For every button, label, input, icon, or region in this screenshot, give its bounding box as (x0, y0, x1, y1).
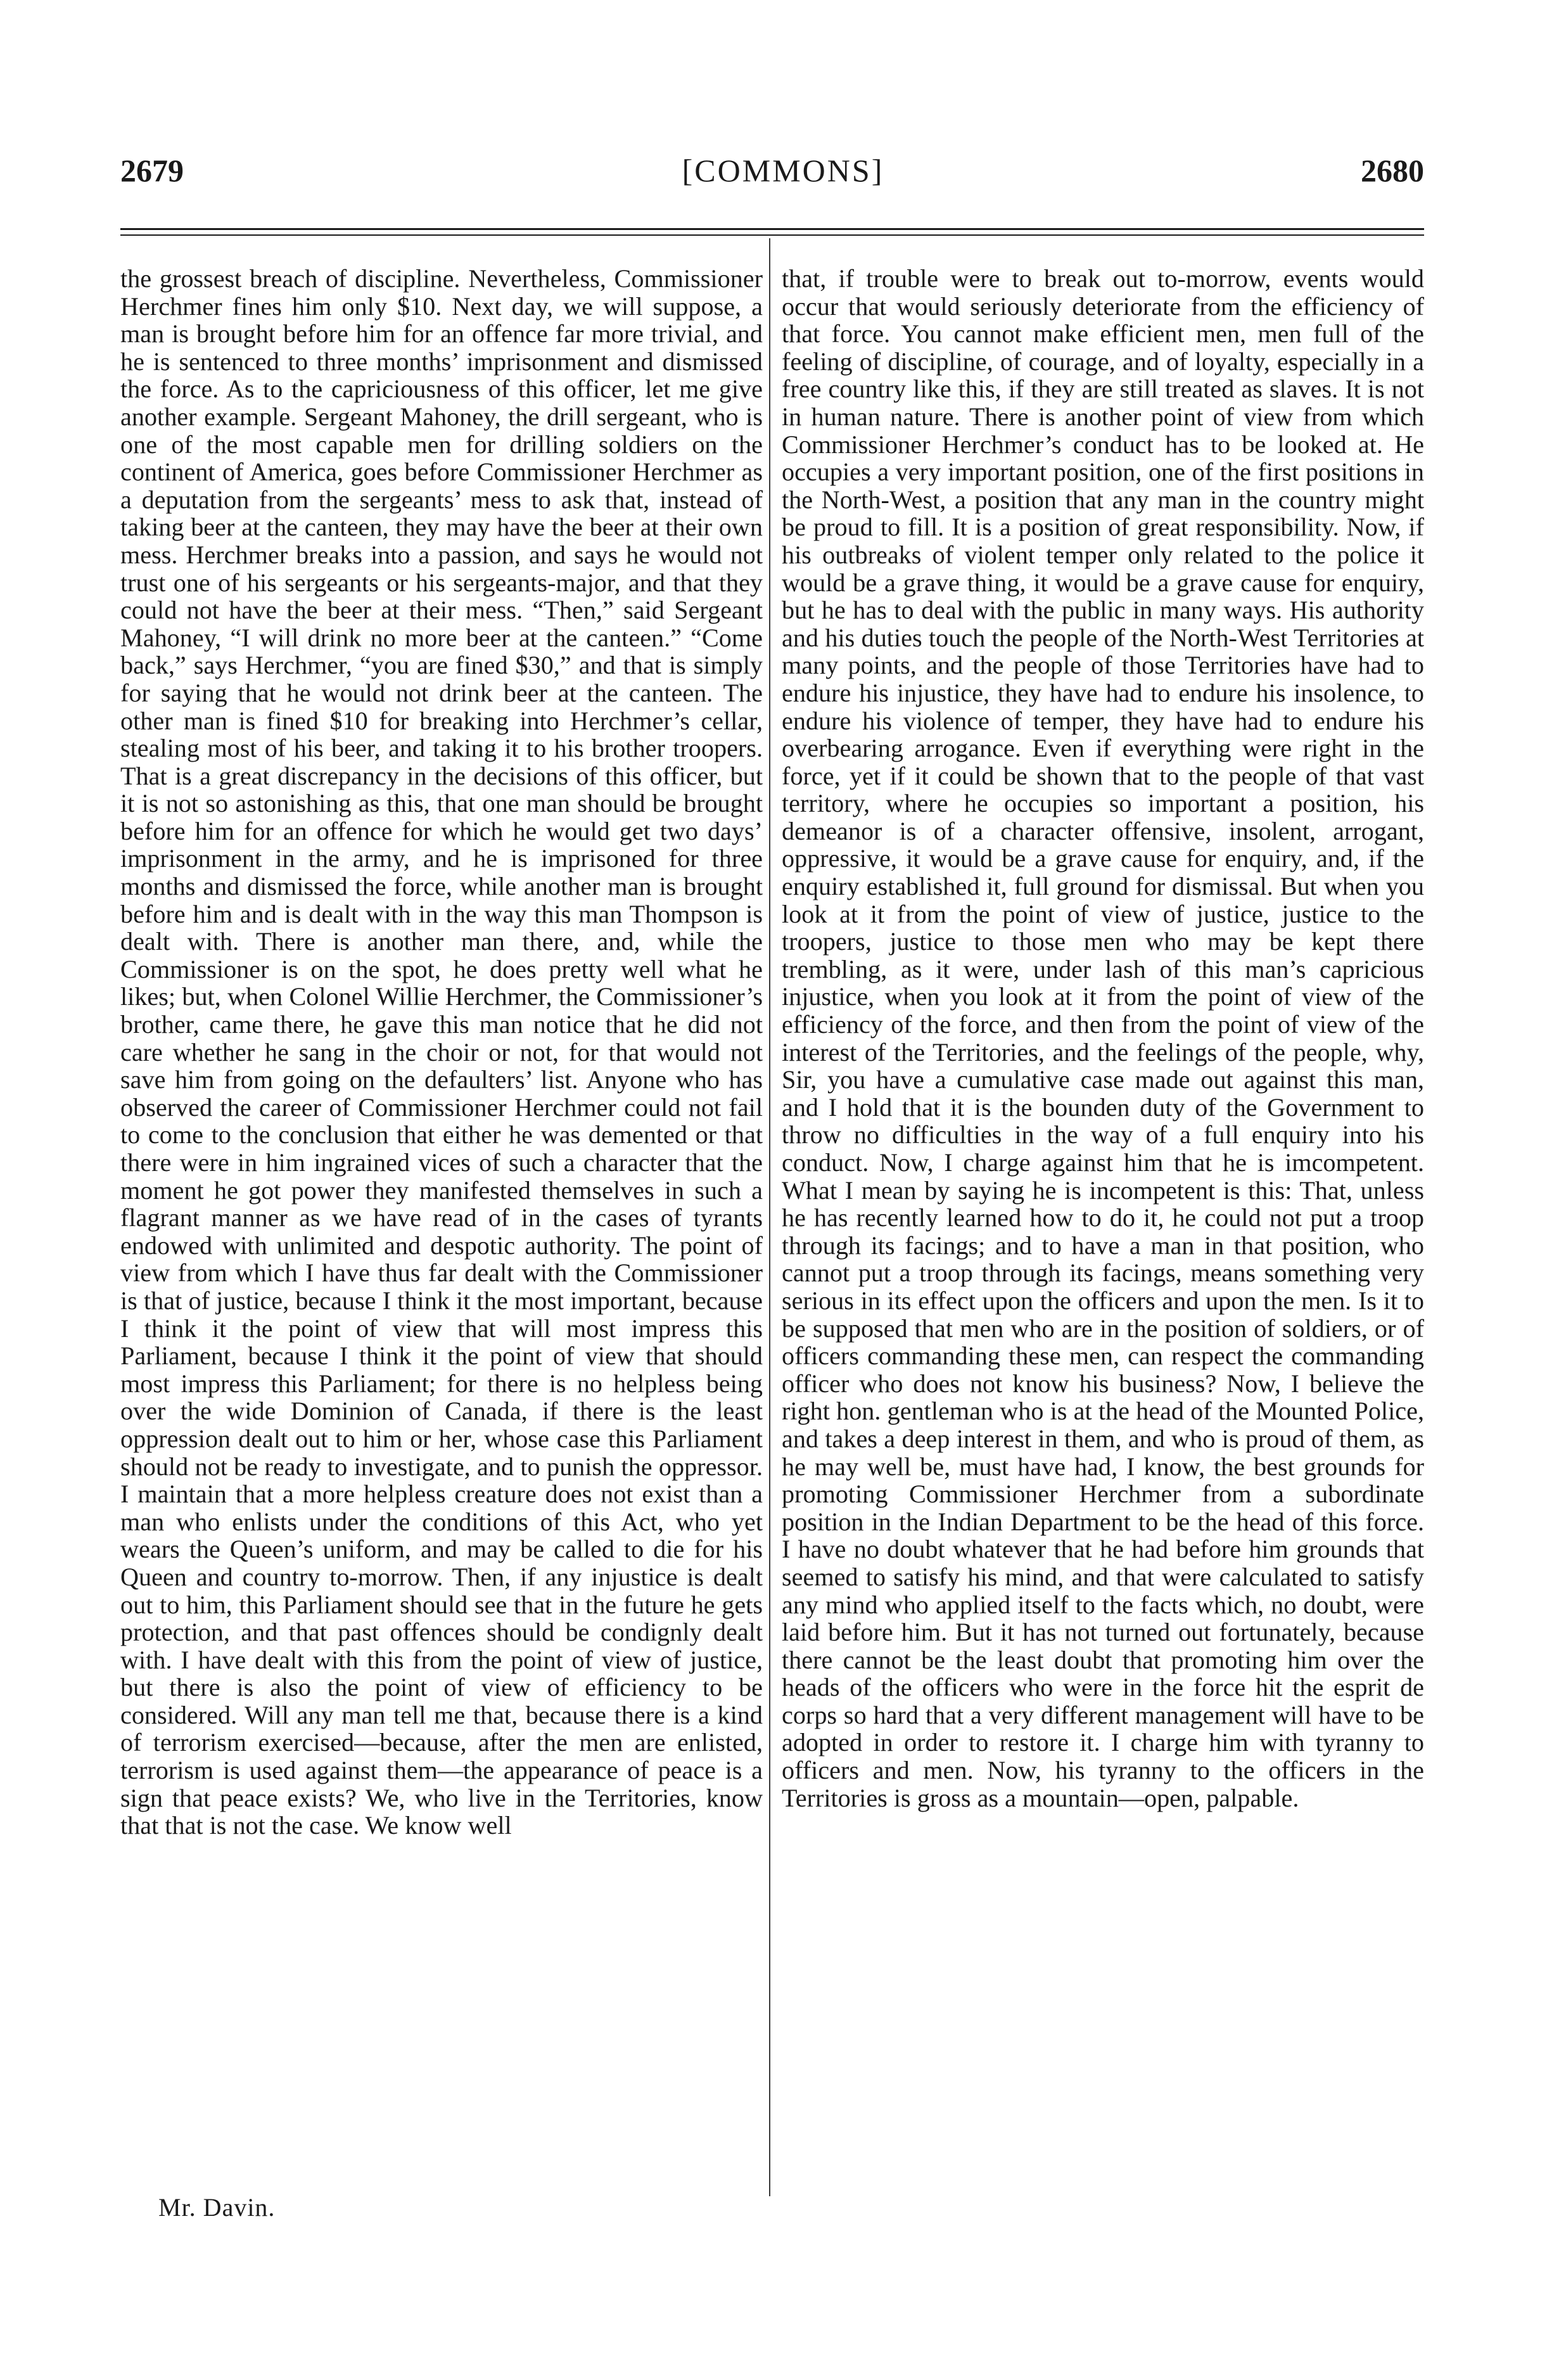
page-header (0, 152, 1566, 203)
left-column (120, 265, 763, 1839)
left-column-text: the grossest breach of discipline. Nevertheless, Commissioner Herchmer fines him only $10. Next day, we will suppose, a man is brought before him for an offence far more trivial, and he is sentenced to three months’ imprisonment and dismissed the force. As to the capriciousness of this officer, let me give another example. Sergeant Mahoney, the drill sergeant, who is one of the most capable men for drilling soldiers on the continent of America, goes before Commissioner Herchmer as a deputation from the sergeants’ mess to ask that, instead of taking beer at the canteen, they may have the beer at their own mess. Herchmer breaks into a passion, and says he would not trust one of his sergeants or his sergeants-major, and that they could not have the beer at their mess. “Then,” said Sergeant Mahoney, “I will drink no more beer at the canteen.” “Come back,” says Herchmer, “you are fined $30,” and that is simply for saying that he would not drink beer at the canteen. The other man is fined $10 for breaking into Herchmer’s cellar, stealing most of his beer, and taking it to his brother troopers. That is a great discrepancy in the decisions of this officer, but it is not so astonishing as this, that one man should be brought before him for an offence for which he would get two days’ imprisonment in the army, and he is imprisoned for three months and dismissed the force, while another man is brought before him and is dealt with in the way this man Thompson is dealt with. There is another man there, and, while the Commissioner is on the spot, he does pretty well what he likes; but, when Colonel Willie Herchmer, the Commissioner’s brother, came there, he gave this man notice that he did not care whether he sang in the choir or not, for that would not save him from going on the defaulters’ list. Anyone who has observed the career of Commissioner Herchmer could not fail to come to the conclusion that either he was demented or that there were in him ingrained vices of such a character that the moment he got power they manifested themselves in such a flagrant manner as we have read of in the cases of tyrants endowed with unlimited and despotic authority. The point of view from which I have thus far dealt with the Commissioner is that of justice, because I think it the most important, because I think it the point of view that will most impress this Parliament, because I think it the point of view that should most impress this Parliament; for there is no helpless being over the wide Dominion of Canada, if there is the least oppression dealt out to him or her, whose case this Parliament should not be ready to investigate, and to punish the oppressor. I maintain that a more helpless creature does not exist than a man who enlists under the conditions of this Act, who yet wears the Queen’s uniform, and may be called to die for his Queen and country to-morrow. Then, if any injustice is dealt out to him, this Parliament should see that in the future he gets protection, and that past offences should be condignly dealt with. I have dealt with this from the point of view of justice, but there is also the point of view of efficiency to be considered. Will any man tell me that, because there is a kind of terrorism exercised—because, after the men are enlisted, terrorism is used against them—the appearance of peace is a sign that peace exists? We, who live in the Territories, know that that is not the case. We know well (120, 264, 763, 1840)
column-divider (769, 238, 770, 2196)
header-rule-top (120, 228, 1424, 230)
speaker-footer: Mr. Davin. (158, 2193, 276, 2222)
right-column (782, 265, 1424, 1812)
right-column-text: that, if trouble were to break out to-morrow, events would occur that would seriously deteriorate from the efficiency of that force. You cannot make efficient men, men full of the feeling of discipline, of courage, and of loyalty, especially in a free country like this, if they are still treated as slaves. It is not in human nature. There is another point of view from which Commissioner Herchmer’s conduct has to be looked at. He occupies a very important position, one of the first positions in the North-West, a position that any man in the country might be proud to fill. It is a position of great responsibility. Now, if his outbreaks of violent temper only related to the police it would be a grave thing, it would be a grave cause for enquiry, but he has to deal with the public in many ways. His authority and his duties touch the people of the North-West Territories at many points, and the people of those Territories have had to endure his injustice, they have had to endure his insolence, to endure his violence of temper, they have had to endure his overbearing arrogance. Even if everything were right in the force, yet if it could be shown that to the people of that vast territory, where he occupies so important a position, his demeanor is of a character offensive, insolent, arrogant, oppressive, it would be a grave cause for enquiry, and, if the enquiry established it, full ground for dismissal. But when you look at it from the point of view of justice, justice to the troopers, justice to those men who may be kept there trembling, as it were, under lash of this man’s capricious injustice, when you look at it from the point of view of the efficiency of the force, and then from the point of view of the interest of the Territories, and the feelings of the people, why, Sir, you have a cumulative case made out against this man, and I hold that it is the bounden duty of the Government to throw no difficulties in the way of a full enquiry into his conduct. Now, I charge against him that he is imcompetent. What I mean by saying he is incompetent is this: That, unless he has recently learned how to do it, he could not put a troop through its facings; and to have a man in that position, who cannot put a troop through its facings, means something very serious in its effect upon the officers and upon the men. Is it to be supposed that men who are in the position of soldiers, or of officers commanding these men, can respect the commanding officer who does not know his business? Now, I believe the right hon. gentleman who is at the head of the Mounted Police, and takes a deep interest in them, and who is proud of them, as he may well be, must have had, I know, the best grounds for promoting Commissioner Herchmer from a subordinate position in the Indian Department to be the head of this force. I have no doubt whatever that he had before him grounds that seemed to satisfy his mind, and that were calculated to satisfy any mind who applied itself to the facts which, no doubt, were laid before him. But it has not turned out fortunately, because there cannot be the least doubt that promoting him over the heads of the officers who were in the force hit the esprit de corps so hard that a very different management will have to be adopted in order to restore it. I charge him with tyranny to officers and men. Now, his tyranny to the officers in the Territories is gross as a mountain—open, palpable. (782, 264, 1424, 1812)
header-rule-bottom (120, 234, 1424, 236)
left-page-number: 2679 (120, 153, 184, 188)
right-page-number: 2680 (1361, 153, 1424, 188)
running-title: [COMMONS] (682, 153, 884, 188)
